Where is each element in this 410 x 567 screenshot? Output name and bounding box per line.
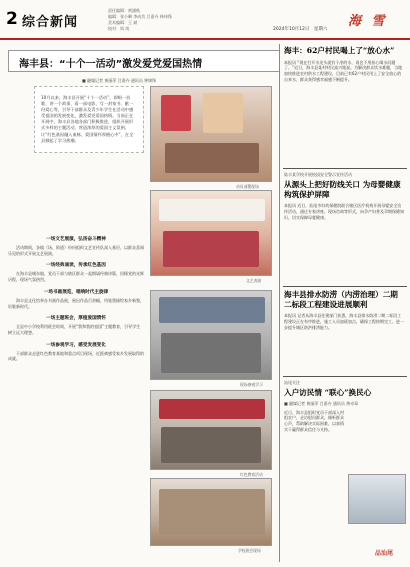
news-photo[interactable] [150,86,272,182]
right-story-text: 本报讯 近日，汕尾市妇幼保健院联合辖区医疗机构开展母婴安全宣传活动，通过专家讲座、现场咨询等形式，向孕产妇普及孕期保健知识，切实保障母婴健康。 [284,203,404,220]
body-paragraph: 干部群众走进红色教育基地和重点项目现场，近距离感受家乡发展取得的成就。 [8,350,144,362]
body-paragraph: 活动期间，各镇（场、街道）纷纷组织文艺宣传队深入基层，以群众喜闻乐见的形式开展文艺展演。 [8,245,144,256]
main-story-byline: ■ 融媒记者 黄丽萍 吕嘉卉 通讯员 钟锦锋 [82,78,157,83]
newspaper-logo: 海 雪 [348,14,388,29]
footer-logo: 品汕尾 [375,550,394,557]
issue-date: 2024年10月12日 星期六 [273,27,328,32]
photo-caption: 文艺表演 [246,278,262,283]
body-paragraph: 全县中小学校利用班会时间，开展“我和我的祖国”主题教育，引导学生树立远大理想。 [8,324,141,335]
story-divider [283,168,407,169]
editor-line: 编辑：张小琳 李成功 吕嘉卉 林伟锋 [108,14,172,19]
section-title: 综合新闻 [22,15,79,30]
sub-heading: 一场文艺展演，弘扬奋斗精神 [46,237,106,242]
right-story [284,172,404,220]
right-story-text: 本报讯 “现在打开水龙头就有干净的水，再也不用担心喝水问题了。”近日，海丰县某村村民高兴地说。为解决群众饮水难题，当地加快推进农村供水工程建设，目前已有62户村民用上了安全放心的自来水，群众获得感幸福感不断提升。 [284,59,403,82]
editor-list [108,8,228,32]
body-paragraph: 海丰县文化馆举办书画作品展，展出作品百余幅，用笔墨描绘家乡新貌，讴歌新时代。 [8,297,144,309]
editor-line: 美术编辑：王 斌 [108,20,138,25]
main-story-lead: 10月以来，海丰县开展“十个一活动”，即唱一首歌、讲一个故事、看一部电影、写一封家书、献一份爱心等，引导干部群众及青少年学生在活动中感受祖国的发展变化，激发爱党爱国热情。当前正在开展中，海丰县各地各部门积极推进，组织开展形式多样的主题活动，营造浓厚的爱国主义氛围，让“红色基因融入血脉，爱国情怀厚植心中”，在全县掀起了学习热潮。 [41,95,134,143]
news-photo[interactable] [150,190,272,276]
sub-heading: 一场经典诵读，传承红色基因 [46,263,106,269]
right-story-title[interactable]: 海丰县排水防涝（内涝治理）二期二标段工程建设进展顺利 [284,290,398,309]
sub-heading: 一场书画展览，唱响时代主旋律 [43,289,109,295]
photo-caption: 动员部署现场 [236,184,259,189]
right-story-title[interactable]: 从源头上把好防线关口 为母婴健康构筑保护屏障 [284,180,401,199]
sub-heading: 一场参观学习，感受发展变化 [46,342,106,348]
right-story-title[interactable]: 海丰：62户村民喝上了“放心水” [284,46,395,55]
right-story [284,290,404,330]
editor-line: 责任编辑：黄涵秋 [108,8,140,13]
right-story [284,46,404,82]
news-photo[interactable] [150,290,272,380]
right-story-title[interactable]: 入户访民情 “联心”换民心 [284,388,372,397]
news-photo[interactable] [348,474,406,524]
main-story-lead-box [34,86,144,153]
main-title-box [8,50,280,72]
right-story-kicker: 陆丰某学校开展校园安全警示宣传活动 [284,172,352,177]
section-number: 2 [6,9,18,29]
right-story-byline: ■ 融媒记者 黄丽萍 吕嘉卉 通讯员 黄卓章 [284,400,359,406]
main-story-body [8,230,144,364]
right-story-text: 近日，海丰县组织党员干部深入村组农户，走访慰问群众，倾听群众心声，帮助解决实际困难，以真情实干赢得群众信任与支持。 [284,409,344,432]
editor-line: 校对：周 岗 [108,26,130,31]
top-rule [0,38,410,40]
story-divider [283,376,407,377]
right-story [284,380,404,432]
story-divider [283,286,407,287]
body-paragraph: 在海丰县城东镇，党员干部与辖区群众一起朗诵经典诗篇，回顾党的光辉历程，现场气氛热烈。 [8,271,144,283]
right-story-kicker: 汕尾关注 [284,380,300,385]
photo-caption: 学校班会现场 [238,548,261,553]
right-story-text: 本报讯 记者从海丰县住建部门获悉，海丰县排水防涝二期二标段工程建设正在有序推进，施工人员加班加点，确保工程按期完工，进一步提升城区防洪排涝能力。 [284,313,404,330]
news-photo[interactable] [150,478,272,546]
news-photo[interactable] [150,390,272,470]
column-divider [279,44,280,562]
main-story-title[interactable]: 海丰县：“十个一活动”激发爱党爱国热情 [19,59,203,70]
photo-caption: 红色教育活动 [240,472,263,477]
sub-heading: 一场主题班会，厚植爱国情怀 [46,316,106,322]
photo-caption: 现场参观学习 [240,382,263,387]
